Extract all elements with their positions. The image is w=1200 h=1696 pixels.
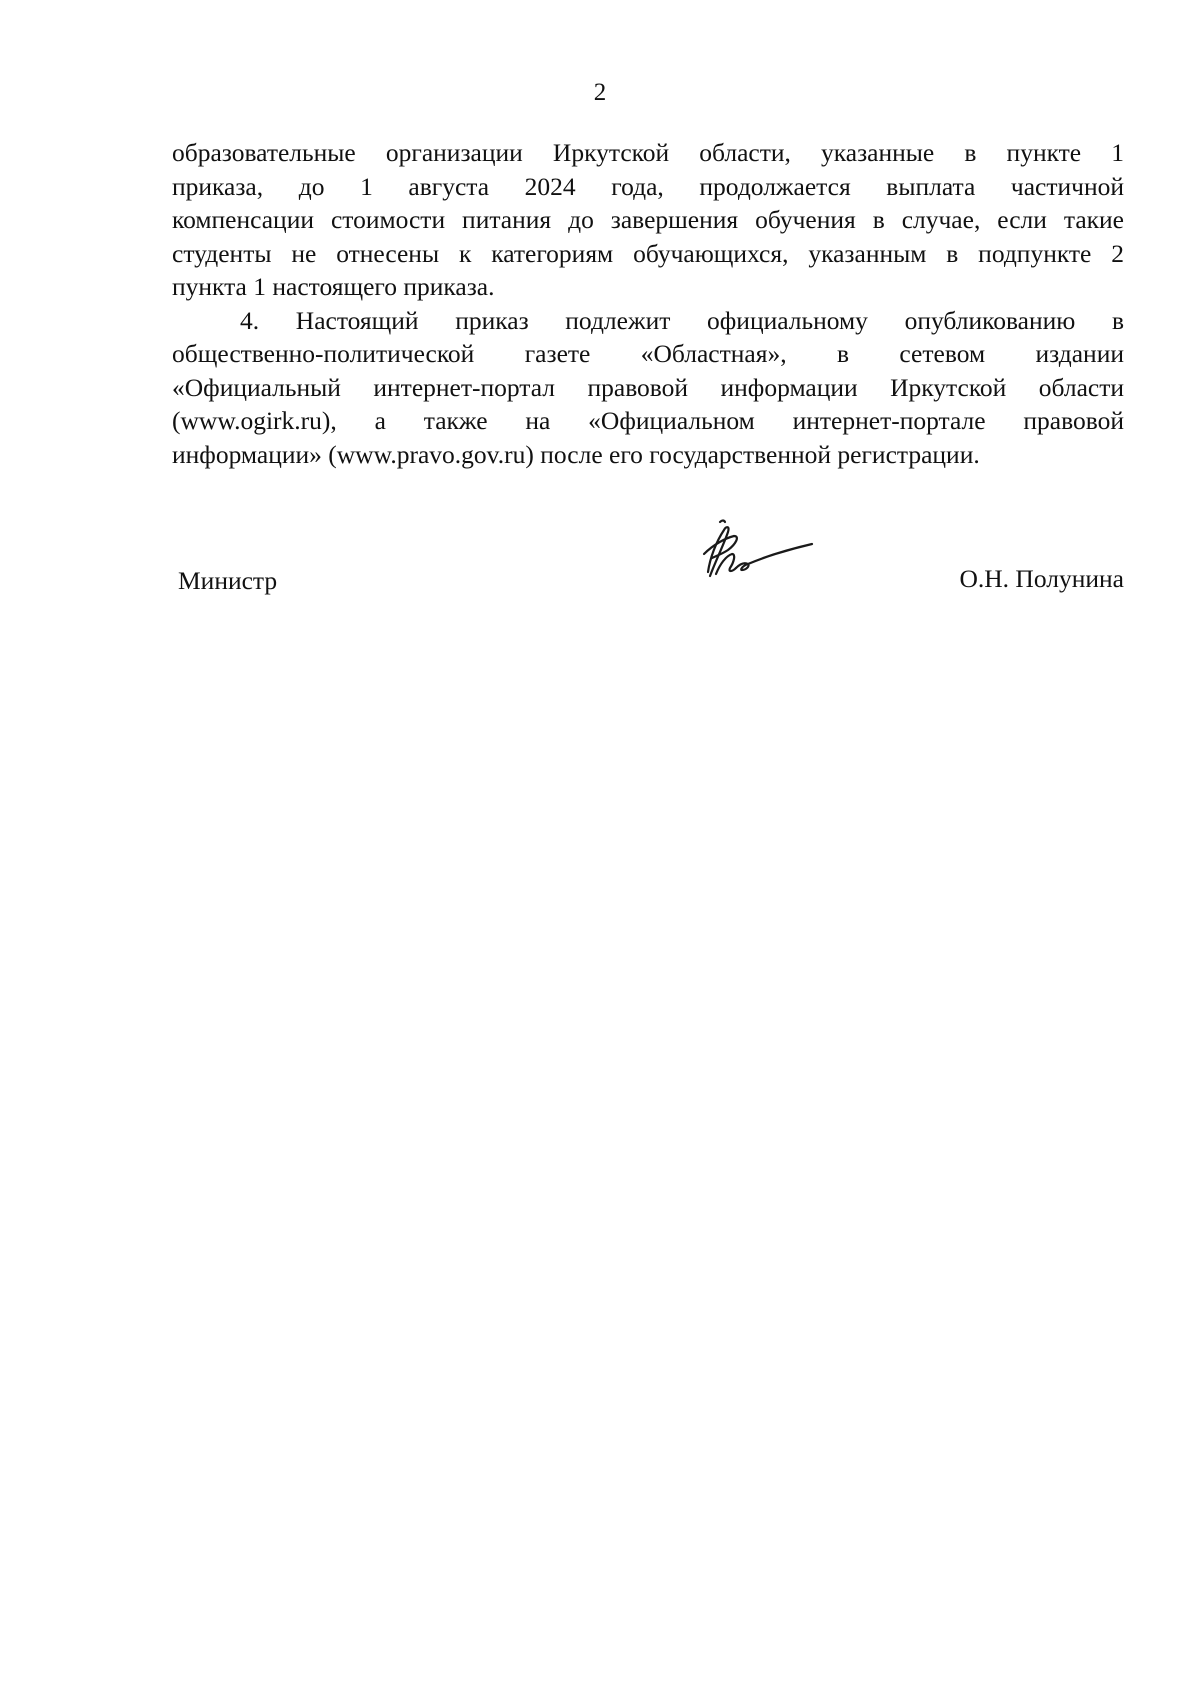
text-line: образовательные организации Иркутской области, указанные в пункте 1 bbox=[172, 138, 1124, 167]
signer-name: О.Н. Полунина bbox=[959, 564, 1124, 593]
paragraph-continuation bbox=[172, 136, 1124, 304]
document-body bbox=[172, 136, 1124, 471]
text-line: компенсации стоимости питания до завершения обучения в случае, если такие bbox=[172, 205, 1124, 234]
signer-position: Министр bbox=[178, 566, 278, 595]
text-line: информации» (www.pravo.gov.ru) после его государственной регистрации. bbox=[172, 439, 980, 469]
text-line: общественно-политической газете «Областная», в сетевом издании bbox=[172, 339, 1124, 368]
text-line: студенты не отнесены к категориям обучающихся, указанным в подпункте 2 bbox=[172, 238, 1124, 268]
text-line: 4. Настоящий приказ подлежит официальному опубликованию в bbox=[240, 305, 1124, 335]
page-number: 2 bbox=[593, 79, 607, 106]
signature-block bbox=[0, 560, 1200, 610]
text-line: приказа, до 1 августа 2024 года, продолжается выплата частичной bbox=[172, 171, 1124, 201]
paragraph-item-4 bbox=[172, 304, 1124, 472]
text-line: (www.ogirk.ru), а также на «Официальном интернет-портале правовой bbox=[172, 406, 1124, 435]
text-line: «Официальный интернет-портал правовой информации Иркутской области bbox=[172, 372, 1124, 402]
handwritten-signature-icon bbox=[690, 514, 820, 604]
text-line: пункта 1 настоящего приказа. bbox=[172, 272, 495, 301]
